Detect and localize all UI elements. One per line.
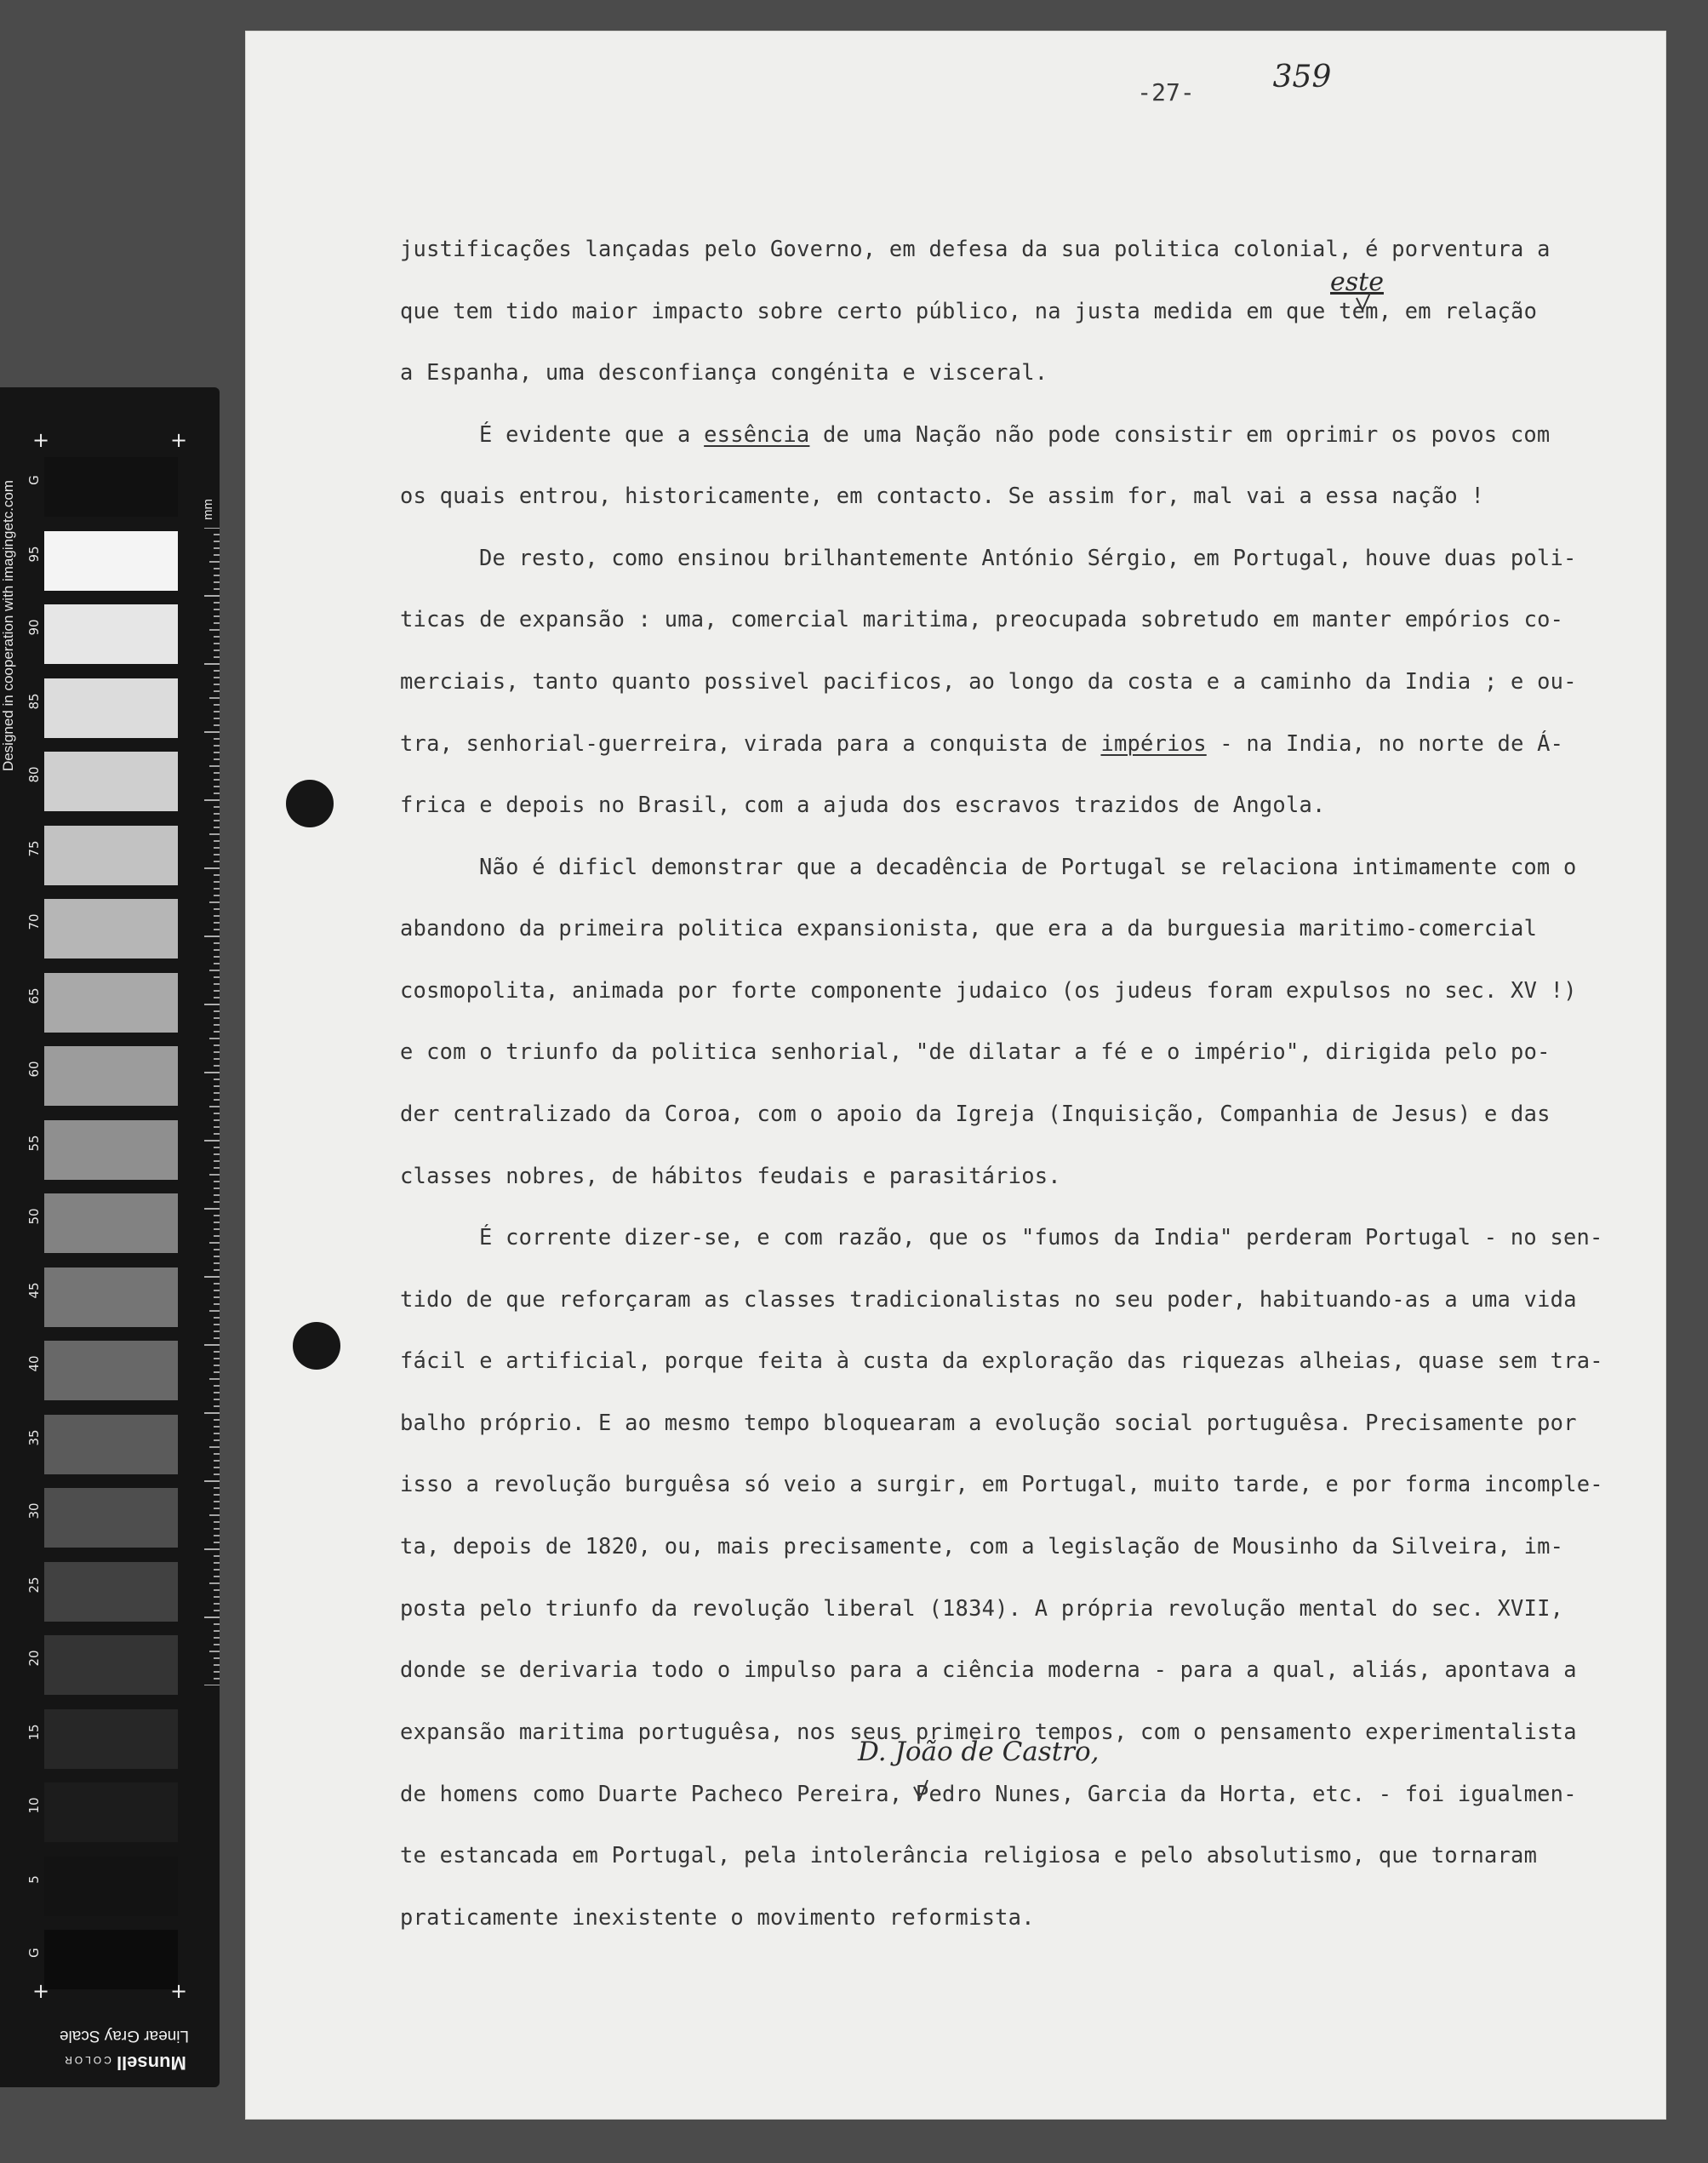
text-line: cosmopolita, animada por forte componente judaico (os judeus foram expulsos no sec. XV !) [400,977,1577,1003]
mm-ruler [203,528,220,1685]
gray-scale-label: 65 [26,987,42,1004]
gray-patch [44,1415,178,1474]
scale-credit: Designed in cooperation with imagingetc.com [0,479,16,772]
handwritten-folio-number: 359 [1272,60,1332,94]
text-line: der centralizado da Coroa, com o apoio da Igreja (Inquisição, Companhia de Jesus) e das [400,1101,1551,1126]
text-line: isso a revolução burguêsa só veio a surgir, em Portugal, muito tarde, e por forma incomple- [400,1471,1603,1496]
text-line: e com o triunfo da politica senhorial, "de dilatar a fé e o império", dirigida pelo po- [400,1039,1551,1064]
gray-patch [44,1193,178,1253]
text-line: merciais, tanto quanto possivel pacificos, ao longo da costa e a caminho da India ; e ou- [400,668,1577,694]
gray-scale-label: 75 [26,839,42,857]
gray-patch [44,899,178,958]
gray-patch [44,1562,178,1622]
gray-patch [44,1709,178,1769]
text-line: justificações lançadas pelo Governo, em defesa da sua politica colonial, é porventura a [400,236,1551,261]
gray-scale-label: G [26,475,42,485]
gray-scale-label: 50 [26,1208,42,1225]
munsell-logo: Munsell COLOR [62,2052,186,2074]
plus-mark: + [170,428,188,452]
gray-patch [44,1120,178,1180]
insertion-caret-icon [1356,293,1371,312]
text-line: balho próprio. E ao mesmo tempo bloquearam a evolução social portuguêsa. Precisamente por [400,1410,1577,1435]
text-line: É corrente dizer-se, e com razão, que os "fumos da India" perderam Portugal - no sen- [479,1224,1603,1250]
insertion-caret-icon [913,1780,928,1800]
punch-hole-bottom [293,1322,340,1370]
text-line: É evidente que a essência de uma Nação não pode consistir em oprimir os povos com [479,421,1551,447]
gray-scale-label: 35 [26,1428,42,1446]
gray-scale-label: 60 [26,1061,42,1078]
gray-scale-label: 55 [26,1134,42,1152]
text-line: ta, depois de 1820, ou, mais precisamente, com a legislação de Mousinho da Silveira, im- [400,1533,1564,1559]
gray-patch [44,678,178,738]
gray-patch [44,1341,178,1400]
gray-scale-label: G [26,1948,42,1958]
gray-patch [44,457,178,517]
gray-patch [44,1930,178,1989]
plus-mark: + [32,1979,50,2003]
text-line: que tem tido maior impacto sobre certo público, na justa medida em que tem, em relação [400,298,1538,323]
gray-patch [44,1857,178,1916]
gray-patch [44,531,178,591]
text-line: classes nobres, de hábitos feudais e parasitários. [400,1163,1061,1188]
gray-patch [44,1267,178,1327]
text-line: posta pelo triunfo da revolução liberal (1834). A própria revolução mental do sec. XVII, [400,1595,1564,1621]
gray-scale-label: 15 [26,1723,42,1741]
text-line: fácil e artificial, porque feita à custa da exploração das riquezas alheias, quase sem tra- [400,1348,1603,1373]
plus-mark: + [170,1979,188,2003]
gray-scale-label: 70 [26,913,42,930]
handwritten-insertion-dom-joao: D. João de Castro, [858,1737,1100,1767]
text-line: praticamente inexistente o movimento reformista. [400,1904,1035,1930]
gray-scale-label: 5 [26,1874,42,1884]
gray-patch [44,1046,178,1106]
text-line: De resto, como ensinou brilhantemente António Sérgio, em Portugal, houve duas poli- [479,545,1577,570]
gray-scale-label: 25 [26,1576,42,1594]
page-number: -27- [1137,78,1195,106]
gray-scale-title: Linear Gray Scale [59,2027,190,2045]
text-line: expansão maritima portuguêsa, nos seus primeiro tempos, com o pensamento experimentalista [400,1719,1577,1744]
gray-scale-label: 40 [26,1355,42,1372]
gray-scale-label: 45 [26,1281,42,1299]
text-line: tido de que reforçaram as classes tradicionalistas no seu poder, habituando-as a uma vida [400,1286,1577,1312]
gray-scale-card [0,387,220,2087]
text-line: tra, senhorial-guerreira, virada para a conquista de impérios - na India, no norte de Á- [400,730,1564,756]
text-line: os quais entrou, historicamente, em contacto. Se assim for, mal vai a essa nação ! [400,483,1484,508]
gray-patch [44,826,178,885]
gray-patch [44,752,178,811]
gray-scale-label: 10 [26,1797,42,1814]
text-line: te estancada em Portugal, pela intolerância religiosa e pelo absolutismo, que tornaram [400,1842,1538,1868]
gray-patch [44,1782,178,1842]
text-line: a Espanha, uma desconfiança congénita e visceral. [400,359,1048,385]
underlined-word: impérios [1100,730,1207,756]
underlined-word: essência [704,421,810,447]
gray-scale-label: 30 [26,1502,42,1519]
text-line: de homens como Duarte Pacheco Pereira, Pedro Nunes, Garcia da Horta, etc. - foi igualmen- [400,1781,1577,1806]
text-line: ticas de expansão : uma, comercial maritima, preocupada sobretudo em manter empórios co- [400,606,1564,632]
plus-mark: + [32,428,50,452]
text-line: abandono da primeira politica expansionista, que era a da burguesia maritimo-comercial [400,915,1538,941]
gray-patch [44,1488,178,1548]
gray-scale-label: 90 [26,619,42,636]
handwritten-insertion-este: este [1330,267,1384,297]
gray-scale-label: 20 [26,1650,42,1667]
gray-scale-label: 80 [26,766,42,783]
gray-patch [44,604,178,664]
gray-scale-label: 95 [26,545,42,563]
punch-hole-top [286,780,334,827]
ruler-unit: mm [201,499,215,520]
gray-patch [44,973,178,1033]
gray-scale-label: 85 [26,692,42,710]
text-line: donde se derivaria todo o impulso para a ciência moderna - para a qual, aliás, apontava a [400,1657,1577,1682]
gray-patch [44,1635,178,1695]
text-line: Não é dificl demonstrar que a decadência de Portugal se relaciona intimamente com o [479,854,1577,879]
text-line: frica e depois no Brasil, com a ajuda dos escravos trazidos de Angola. [400,792,1326,817]
